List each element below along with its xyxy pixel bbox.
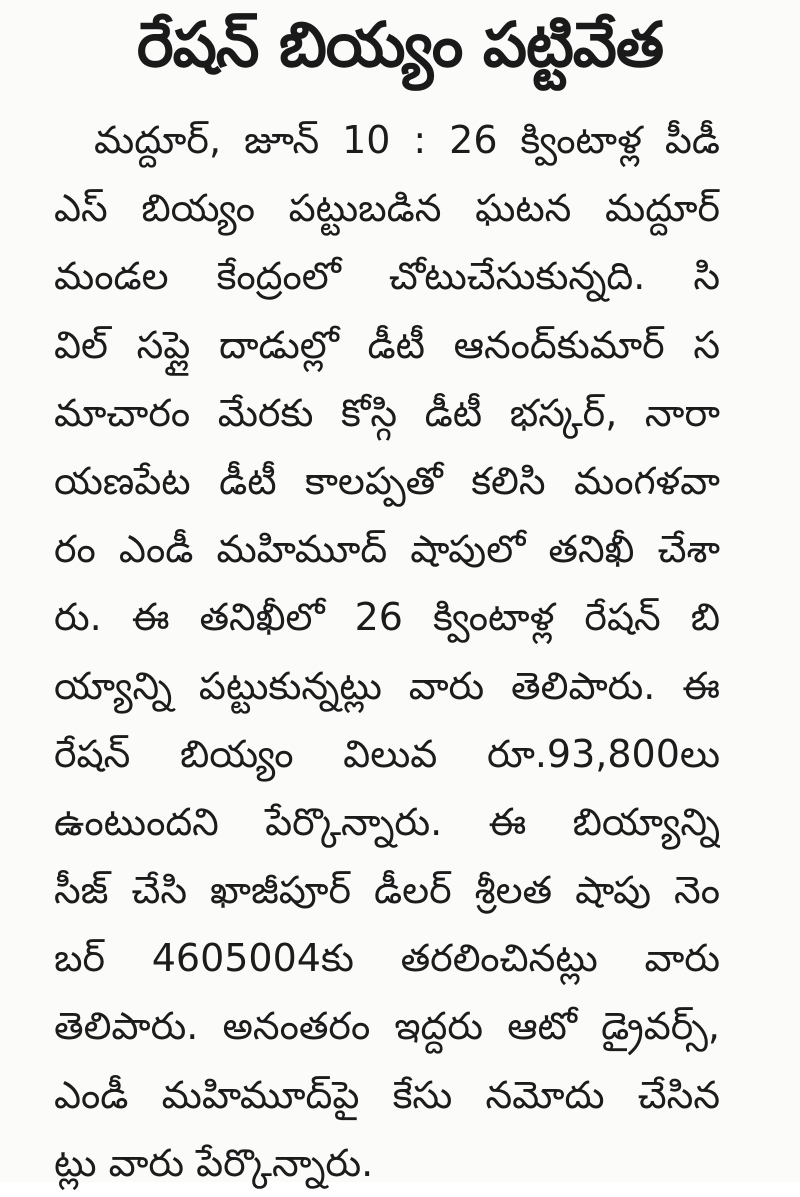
headline: రేషన్ బియ్యం పట్టివేత [136, 8, 664, 81]
article-line: ఎండీ మహిమూద్‌పై కేసు నమోదు చేసిన [54, 1072, 720, 1117]
article-line: రు. ఈ తనిఖీలో 26 క్వింటాళ్ల రేషన్ బి [54, 595, 720, 640]
article-line: మండల కేంద్రంలో చోటుచేసుకున్నది. సి [54, 254, 720, 299]
article-line: మాచారం మేరకు కోస్గి డీటీ భస్కర్, నారా [54, 390, 720, 435]
article-line: బర్ 4605004కు తరలించినట్లు వారు [54, 936, 720, 981]
article-line: య్యాన్ని పట్టుకున్నట్లు వారు తెలిపారు. ఈ [54, 663, 720, 708]
article-line: సీజ్ చేసి ఖాజీపూర్ డీలర్ శ్రీలత షాపు నెం [54, 868, 720, 913]
article-line: ఉంటుందని పేర్కొన్నారు. ఈ బియ్యాన్ని [54, 799, 720, 844]
article-line: రం ఎండీ మహిమూద్ షాపులో తనిఖీ చేశా [54, 527, 720, 572]
article-line: తెలిపారు. అనంతరం ఇద్దరు ఆటో డ్రైవర్స్, [54, 1004, 720, 1049]
article-line: మద్దూర్, జూన్ 10 : 26 క్వింటాళ్ల పీడీ [94, 118, 720, 162]
article-line: ఎస్ బియ్యం పట్టుబడిన ఘటన మద్దూర్ [54, 186, 720, 231]
article-line: ట్లు వారు పేర్కొన్నారు. [54, 1140, 374, 1185]
article-line: రేషన్ బియ్యం విలువ రూ.93,800లు [54, 731, 720, 776]
article-line: విల్ సప్లై దాడుల్లో డీటీ ఆనంద్‌కుమార్ స [54, 322, 720, 367]
article-body [54, 106, 720, 1197]
article-line: యణపేట డీటీ కాలప్పతో కలిసి మంగళవా [54, 458, 720, 503]
